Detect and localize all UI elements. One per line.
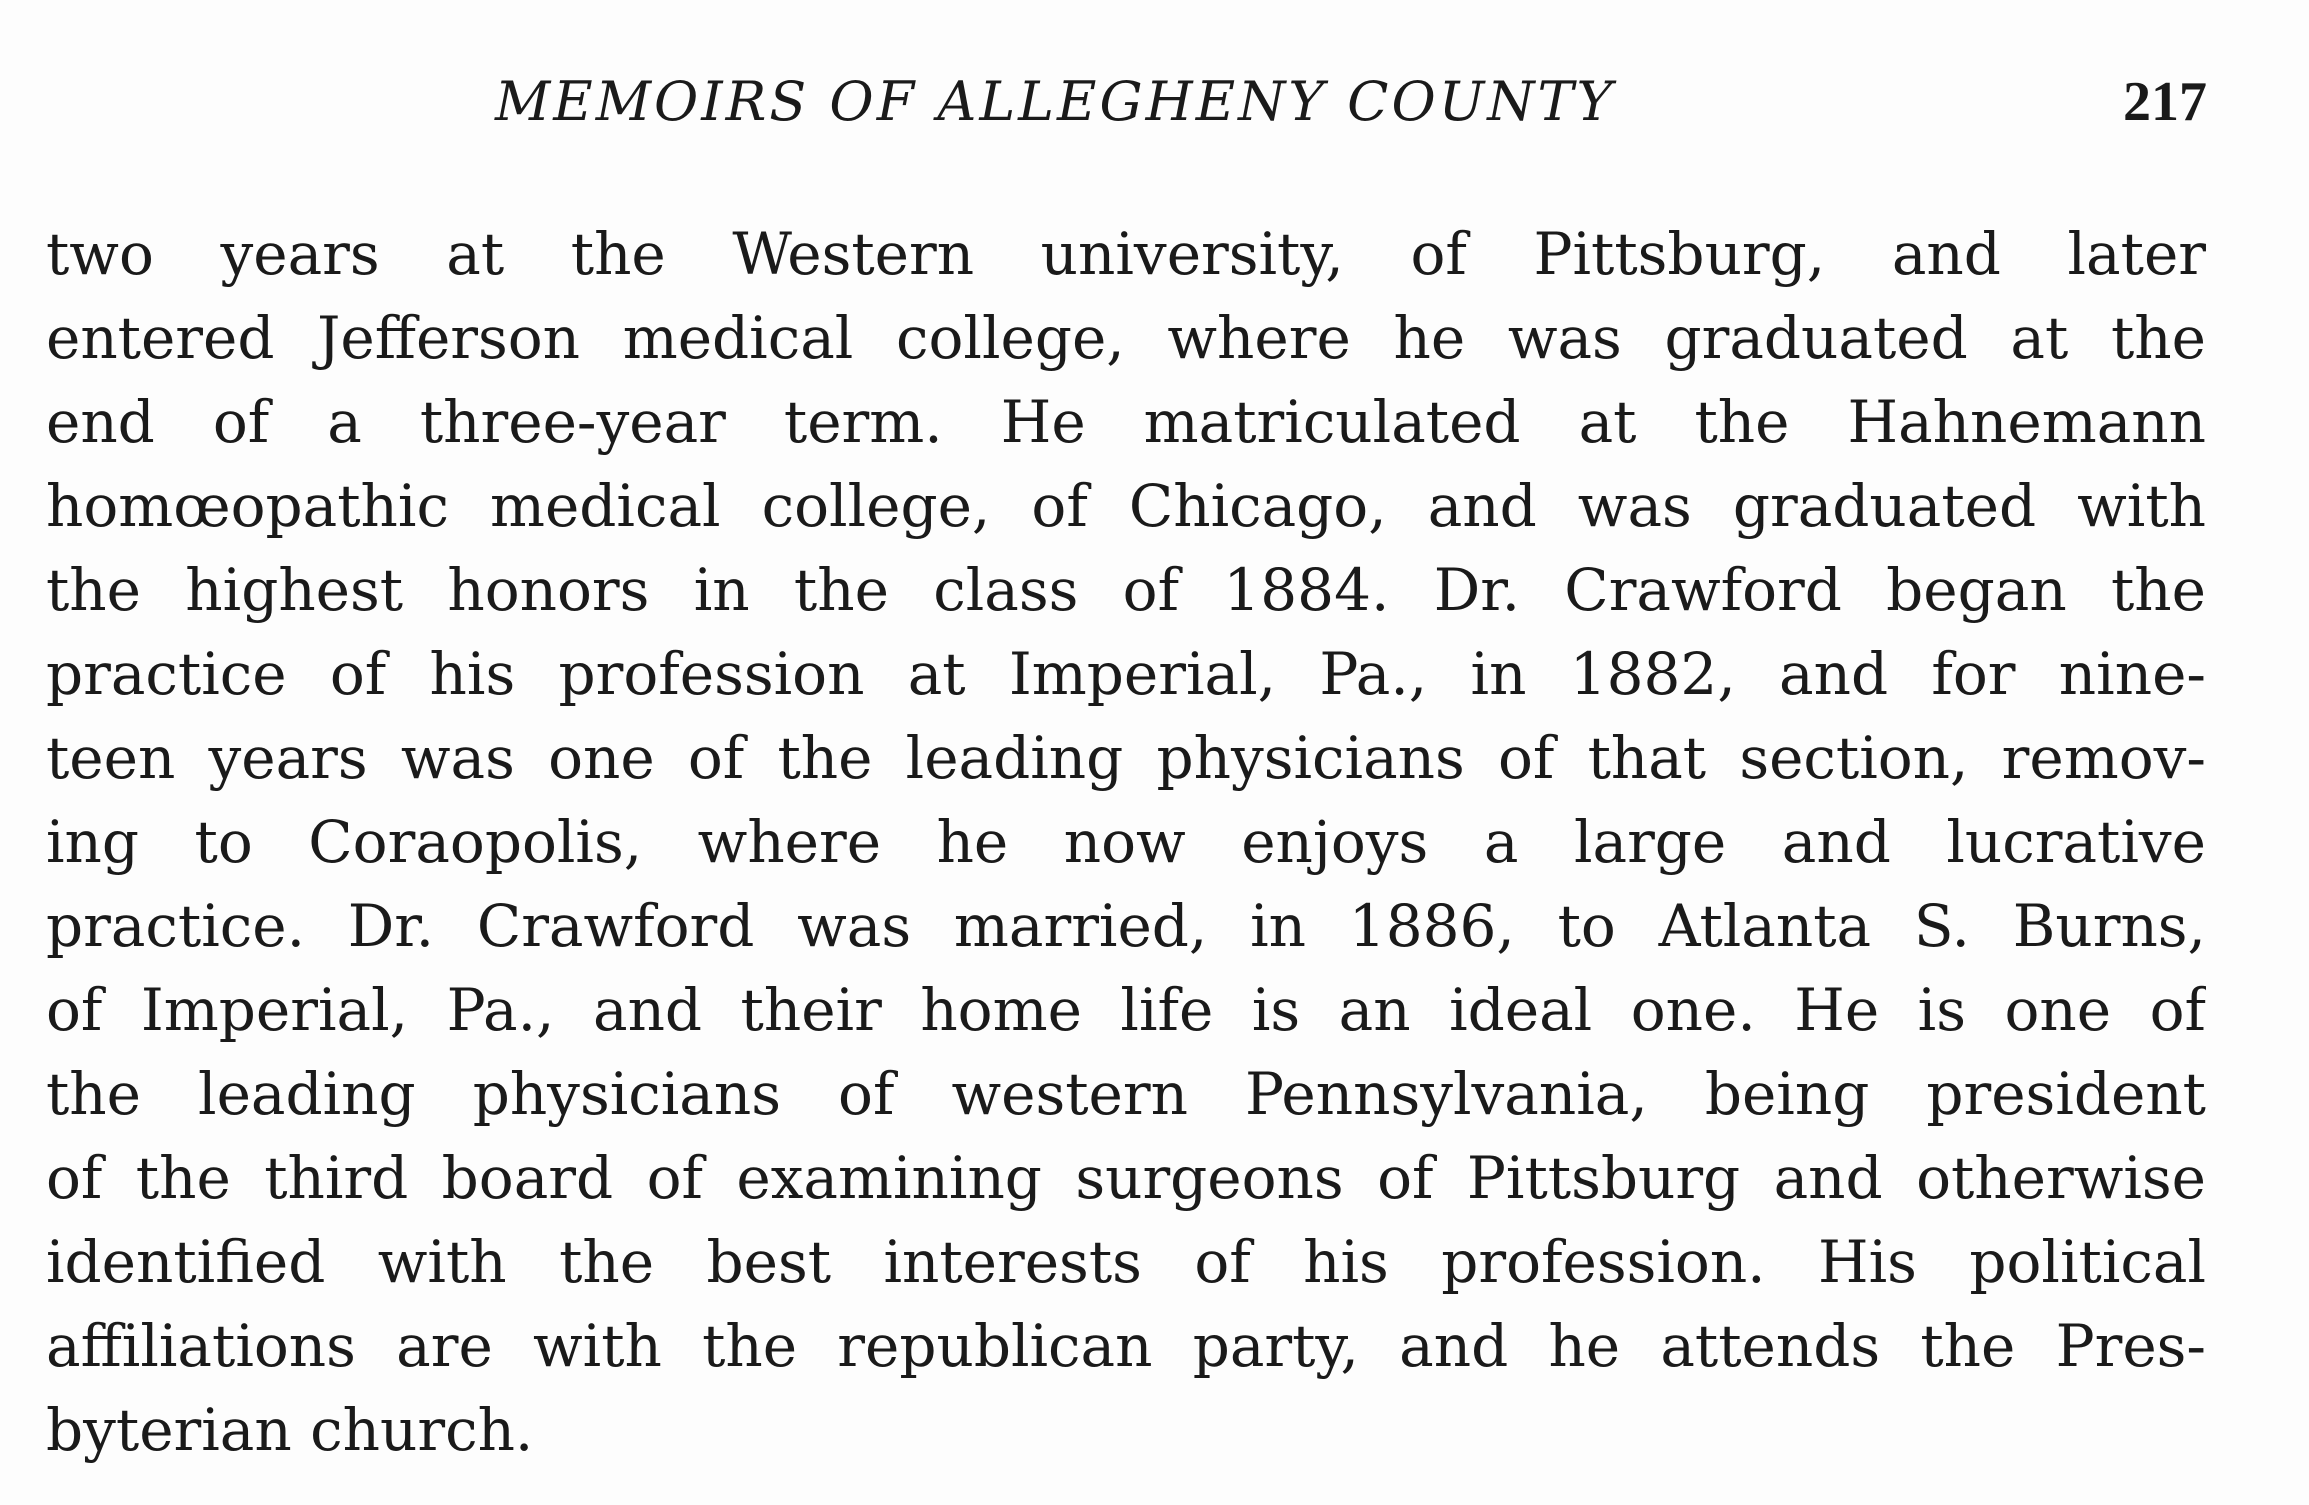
text-line: byterian church. — [46, 1396, 534, 1464]
text-line: practice of his profession at Imperial, Pa., in 1882, and for nine- — [46, 640, 2206, 708]
text-line: of the third board of examining surgeons of Pittsburg and otherwise — [46, 1144, 2206, 1212]
text-line: ing to Coraopolis, where he now enjoys a large and lucrative — [46, 808, 2206, 876]
text-line: the highest honors in the class of 1884. Dr. Crawford began the — [46, 556, 2206, 624]
text-line: practice. Dr. Crawford was married, in 1886, to Atlanta S. Burns, — [46, 892, 2206, 960]
text-line: of Imperial, Pa., and their home life is an ideal one. He is one of — [46, 976, 2206, 1044]
running-head — [0, 70, 2309, 150]
text-line: homœopathic medical college, of Chicago, and was graduated with — [46, 472, 2206, 540]
text-line: identified with the best interests of his profession. His political — [46, 1228, 2206, 1296]
text-line: entered Jefferson medical college, where he was graduated at the — [46, 304, 2206, 372]
text-line: affiliations are with the republican party, and he attends the Pres- — [46, 1312, 2206, 1380]
running-title: MEMOIRS OF ALLEGHENY COUNTY — [495, 70, 1616, 133]
text-line: two years at the Western university, of Pittsburg, and later — [46, 220, 2206, 288]
text-line: teen years was one of the leading physicians of that section, remov- — [46, 724, 2206, 792]
text-line: end of a three-year term. He matriculated at the Hahnemann — [46, 388, 2206, 456]
page-number: 217 — [2123, 71, 2207, 133]
body-paragraph — [46, 212, 2206, 1472]
text-line: the leading physicians of western Pennsylvania, being president — [46, 1060, 2206, 1128]
